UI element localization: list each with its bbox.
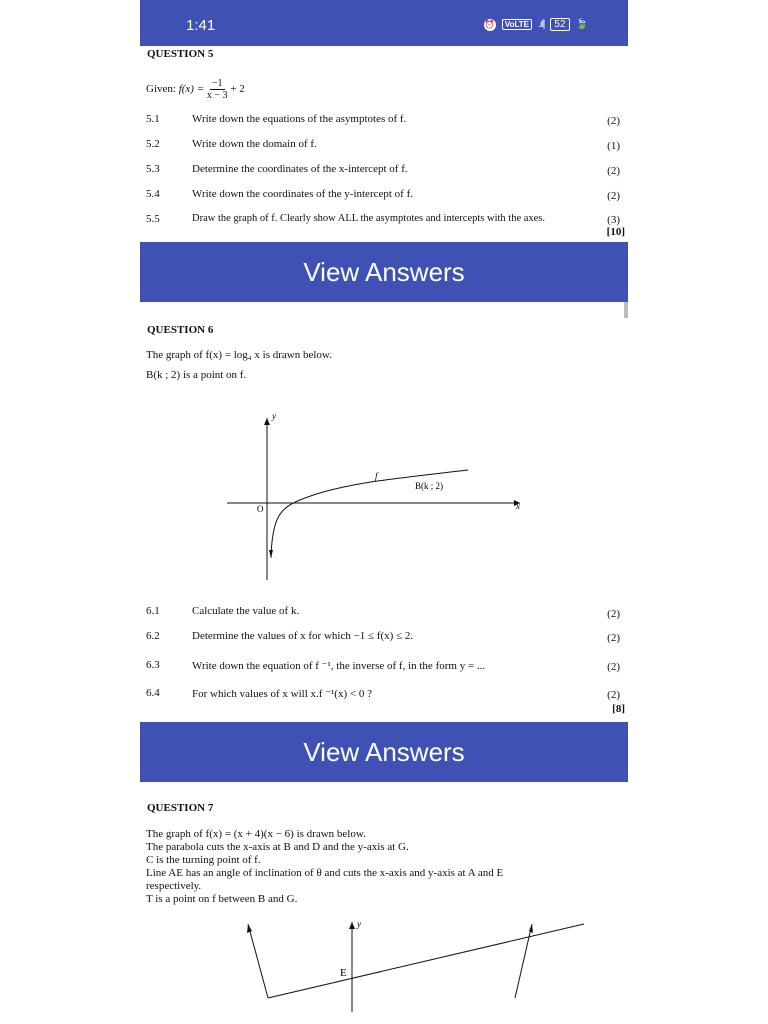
log-graph — [220, 408, 540, 588]
left-margin — [0, 0, 140, 1024]
parabola-arrow-right — [529, 924, 533, 933]
given-fx: f(x) = — [178, 83, 205, 96]
question-7-line: Line AE has an angle of inclination of θ and cuts the x-axis and y-axis at A and E — [146, 867, 504, 879]
item-marks: (2) — [607, 632, 620, 644]
question-7-line: The parabola cuts the x-axis at B and D and the y-axis at G. — [146, 841, 409, 853]
item-marks: (1) — [607, 140, 620, 152]
item-text: Calculate the value of k. — [192, 605, 300, 617]
question-6-title: QUESTION 6 — [147, 324, 214, 336]
item-text: Write down the domain of f. — [192, 138, 317, 150]
question-6-line-1: The graph of f(x) = log₄ x is drawn below. — [146, 349, 332, 361]
question-6-total: [8] — [612, 703, 625, 715]
parabola-arrow-left — [247, 924, 252, 933]
given-fraction — [207, 78, 228, 101]
status-time: 1:41 — [186, 17, 216, 34]
item-number: 6.1 — [146, 605, 160, 617]
question-5-title: QUESTION 5 — [147, 48, 214, 60]
battery-icon: 52 — [550, 18, 569, 31]
question-7-line: C is the turning point of f. — [146, 854, 261, 866]
graph-point-b-label: B(k ; 2) — [415, 481, 443, 491]
question-7-title: QUESTION 7 — [147, 802, 214, 814]
item-marks: (3) — [607, 214, 620, 226]
status-bar — [140, 0, 628, 46]
graph-y-label: y — [272, 411, 276, 421]
signal-icon: .ıl| — [538, 19, 545, 30]
phone-screen — [140, 0, 628, 1024]
view-answers-button[interactable]: View Answers — [140, 242, 628, 302]
view-answers-button[interactable]: View Answers — [140, 722, 628, 782]
item-number: 6.2 — [146, 630, 160, 642]
item-marks: (2) — [607, 661, 620, 673]
item-marks: (2) — [607, 190, 620, 202]
graph-point-e-label: E — [340, 967, 347, 979]
fraction-numerator: −1 — [211, 78, 223, 89]
item-text: Determine the values of x for which −1 ≤ f(x) ≤ 2. — [192, 630, 414, 642]
graph-x-label: x — [516, 501, 520, 511]
question-7-section — [140, 798, 628, 1024]
item-number: 5.5 — [146, 213, 160, 225]
battery-saver-icon: 🍃 — [575, 19, 588, 30]
question-7-line: T is a point on f between B and G. — [146, 893, 298, 905]
curve-arrow — [269, 550, 273, 558]
parabola-arms — [248, 924, 532, 998]
question-7-line: respectively. — [146, 880, 202, 892]
parabola-graph — [230, 912, 600, 1012]
item-text: Write down the coordinates of the y-intercept of f. — [192, 188, 414, 200]
item-number: 6.4 — [146, 687, 160, 699]
y-axis-arrow — [264, 418, 270, 425]
question-7-line: The graph of f(x) = (x + 4)(x − 6) is drawn below. — [146, 828, 366, 840]
item-number: 5.3 — [146, 163, 160, 175]
question-6-line-2: B(k ; 2) is a point on f. — [146, 369, 247, 381]
y-axis-arrow — [349, 922, 355, 929]
graph-f-label: f — [375, 471, 378, 481]
given-tail: + 2 — [230, 83, 245, 96]
right-margin — [628, 0, 768, 1024]
fraction-denominator: x − 3 — [206, 90, 228, 101]
item-marks: (2) — [607, 115, 620, 127]
line-ae — [268, 924, 584, 998]
graph-y-label: y — [357, 919, 361, 929]
alarm-icon: ⏰ — [484, 20, 495, 29]
item-number: 5.2 — [146, 138, 160, 150]
volte-icon: VoLTE — [502, 19, 532, 30]
item-text: For which values of x will x.f ⁻¹(x) < 0 ? — [192, 688, 372, 700]
item-marks: (2) — [607, 165, 620, 177]
given-label: Given: — [146, 83, 176, 96]
question-5-total: [10] — [606, 226, 625, 238]
item-number: 5.1 — [146, 113, 160, 125]
question-6-section — [140, 318, 628, 718]
question-5-given — [146, 78, 245, 101]
item-text: Determine the coordinates of the x-intercept of f. — [192, 163, 408, 175]
item-text: Draw the graph of f. Clearly show ALL the asymptotes and intercepts with the axes. — [192, 213, 546, 224]
question-5-section — [140, 46, 628, 246]
item-marks: (2) — [607, 689, 620, 701]
item-number: 6.3 — [146, 659, 160, 671]
item-text: Write down the equation of f ⁻¹, the inverse of f, in the form y = ... — [192, 660, 486, 672]
graph-origin-label: O — [257, 504, 264, 514]
item-number: 5.4 — [146, 188, 160, 200]
item-marks: (2) — [607, 608, 620, 620]
item-text: Write down the equations of the asymptotes of f. — [192, 113, 407, 125]
